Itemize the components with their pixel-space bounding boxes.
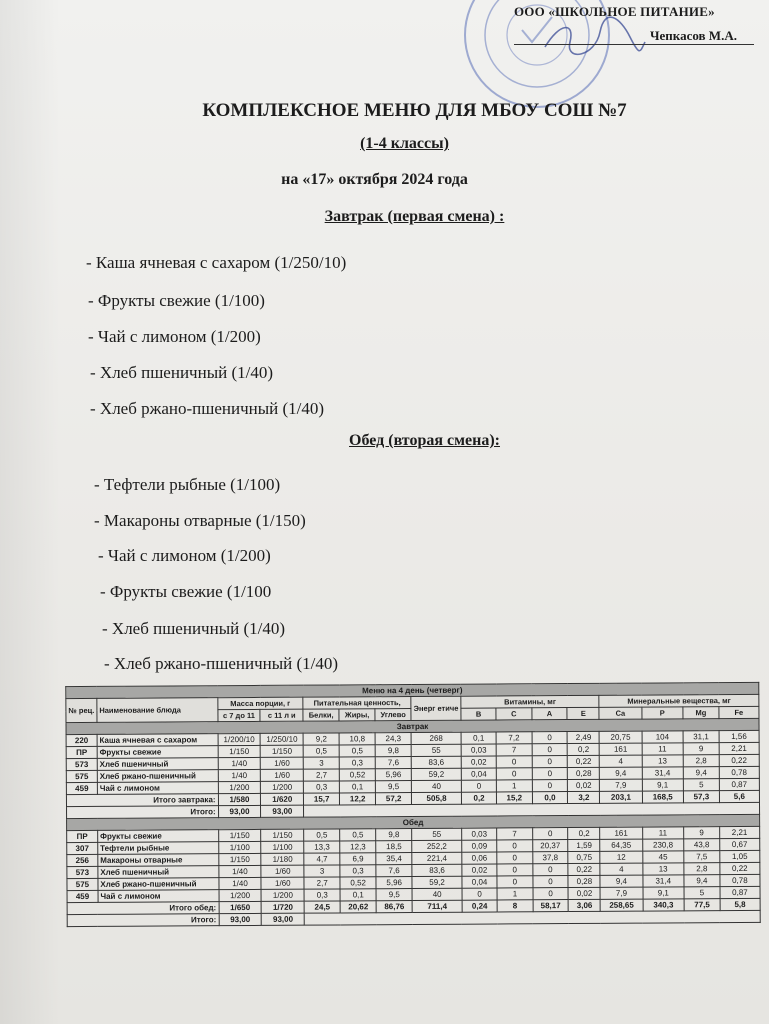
lunch-heading: Обед (вторая смена):: [349, 432, 500, 449]
table-cell: 55: [411, 744, 461, 756]
table-cell: 0: [497, 768, 532, 780]
table-cell: 0: [497, 852, 532, 864]
table-cell: 0: [462, 888, 497, 900]
table-cell: 0: [533, 888, 569, 900]
table-cell: 0: [532, 768, 568, 780]
dish-name: Фрукты свежие: [97, 746, 218, 759]
total-cell: 12,2: [340, 793, 376, 805]
table-cell: 1/60: [261, 757, 304, 769]
breakfast-heading: Завтрак (первая смена) :: [324, 208, 505, 225]
table-cell: 0,5: [304, 829, 340, 841]
table-cell: 161: [600, 827, 642, 839]
table-cell: 9,4: [684, 875, 720, 887]
table-cell: 161: [600, 743, 642, 755]
table-cell: 0,1: [340, 889, 376, 901]
table-cell: 83,6: [411, 756, 461, 768]
table-cell: 1/200/10: [218, 733, 261, 745]
col-subheader: Жиры,: [339, 709, 375, 721]
table-cell: 40: [412, 780, 462, 792]
table-cell: 1/60: [261, 865, 304, 877]
total-cell: 57,2: [376, 793, 412, 805]
table-cell: 0: [532, 876, 568, 888]
table-cell: 9,4: [600, 767, 642, 779]
table-cell: 0,87: [719, 778, 759, 790]
table-cell: 59,2: [412, 876, 462, 888]
table-cell: 0,3: [304, 781, 340, 793]
table-cell: 0,87: [720, 886, 760, 898]
total-cell: 57,3: [683, 791, 719, 803]
col-header-no: № рец.: [66, 698, 97, 722]
table-cell: 9: [684, 827, 720, 839]
recipe-number: 575: [66, 770, 97, 782]
lunch-item: - Чай с лимоном (1/200): [98, 546, 271, 565]
dish-name: Каша ячневая с сахаром: [97, 734, 218, 747]
itogo-label: Итого:: [67, 914, 219, 927]
col-subheader: Углево: [375, 709, 411, 721]
total-cell: 15,7: [304, 793, 340, 805]
table-cell: 0,2: [568, 827, 600, 839]
total-label: Итого обед:: [67, 902, 219, 915]
col-header-name: Наименование блюда: [97, 698, 218, 723]
table-cell: 59,2: [412, 768, 462, 780]
table-cell: 0: [497, 864, 532, 876]
recipe-number: 459: [67, 890, 98, 902]
table-cell: 0: [532, 756, 568, 768]
table-cell: 0,78: [720, 874, 760, 886]
table-cell: 7,2: [496, 732, 531, 744]
nutrition-table: [65, 682, 760, 927]
table-cell: 3: [304, 865, 340, 877]
table-cell: 0,5: [340, 829, 376, 841]
table-cell: 0,02: [568, 887, 600, 899]
total-cell: 168,5: [642, 791, 684, 803]
col-header-nutrition: Питательная ценность,: [303, 697, 411, 710]
table-cell: 1/150: [261, 745, 304, 757]
grades-subtitle: (1-4 классы): [360, 135, 449, 152]
col-subheader: A: [531, 708, 567, 720]
table-cell: 37,8: [532, 852, 568, 864]
col-subheader: Ca: [599, 707, 641, 719]
empty-cell: [304, 910, 760, 925]
table-cell: 1/40: [218, 769, 261, 781]
table-cell: 1: [497, 780, 532, 792]
table-cell: 31,4: [642, 875, 684, 887]
table-cell: 0,67: [720, 838, 760, 850]
table-cell: 0,06: [462, 852, 497, 864]
table-cell: 0,02: [568, 779, 600, 791]
table-cell: 1/200: [218, 781, 261, 793]
dish-name: Хлеб ржано-пшеничный: [98, 878, 219, 891]
table-caption: Меню на 4 день (четверг): [66, 682, 759, 698]
total-cell: 58,17: [533, 900, 569, 912]
dish-name: Фрукты свежие: [98, 830, 219, 843]
table-cell: 1: [497, 888, 532, 900]
table-cell: 1/150: [218, 829, 261, 841]
table-cell: 2,8: [683, 755, 719, 767]
col-subheader: C: [496, 708, 531, 720]
total-cell: 1/650: [219, 901, 262, 913]
table-cell: 4: [600, 863, 642, 875]
table-cell: 1/150: [261, 829, 304, 841]
table-cell: 0,02: [461, 756, 496, 768]
col-subheader: Mg: [683, 707, 719, 719]
recipe-number: 573: [67, 866, 98, 878]
table-cell: 0,04: [462, 876, 497, 888]
table-cell: 1/40: [218, 757, 261, 769]
lunch-band-label: Обед: [67, 814, 760, 830]
table-cell: 0,3: [339, 757, 375, 769]
table-cell: 0,78: [719, 766, 759, 778]
table-cell: 5,96: [375, 769, 411, 781]
total-cell: 77,5: [684, 899, 720, 911]
total-cell: 711,4: [412, 900, 462, 912]
table-cell: 0,09: [462, 840, 497, 852]
dish-name: Хлеб пшеничный: [97, 758, 218, 771]
table-cell: 1/100: [218, 841, 261, 853]
lunch-item: - Фрукты свежие (1/100: [100, 582, 272, 601]
table-cell: 12,3: [340, 841, 376, 853]
total-cell: 258,65: [600, 899, 642, 911]
table-cell: 3: [303, 757, 339, 769]
table-cell: 2,49: [568, 731, 600, 743]
breakfast-item: - Каша ячневая с сахаром (1/250/10): [86, 253, 347, 272]
table-cell: 1/180: [261, 853, 304, 865]
table-cell: 0: [496, 756, 531, 768]
total-cell: 0,2: [461, 792, 496, 804]
table-cell: 0: [497, 876, 532, 888]
table-cell: 7,9: [600, 779, 642, 791]
total-label: Итого завтрака:: [66, 794, 218, 807]
recipe-number: ПР: [66, 746, 97, 758]
table-cell: 11: [642, 743, 684, 755]
table-cell: 0: [461, 780, 496, 792]
table-cell: 11: [642, 827, 684, 839]
table-cell: 1/200: [261, 889, 304, 901]
signer-name: Чепкасов М.А.: [650, 28, 737, 43]
table-cell: 13: [642, 755, 684, 767]
table-cell: 7,9: [600, 887, 642, 899]
table-cell: 4: [600, 755, 642, 767]
col-subheader: P: [641, 707, 683, 719]
total-cell: 3,2: [568, 791, 600, 803]
table-cell: 5,96: [376, 877, 412, 889]
table-cell: 1/250/10: [261, 733, 304, 745]
table-cell: 0: [497, 840, 532, 852]
lunch-item: - Хлеб пшеничный (1/40): [102, 619, 286, 638]
col-subheader: с 11 л и: [260, 709, 303, 721]
col-subheader: Fe: [719, 706, 759, 718]
table-cell: 9,1: [643, 887, 685, 899]
dish-name: Тефтели рыбные: [98, 842, 219, 855]
table-cell: 83,6: [412, 864, 462, 876]
table-cell: 7,6: [376, 865, 412, 877]
total-cell: 1/580: [218, 793, 261, 805]
lunch-item: - Хлеб ржано-пшеничный (1/40): [104, 654, 339, 673]
table-cell: 2,7: [304, 769, 340, 781]
table-cell: 0: [532, 828, 568, 840]
table-cell: 0,22: [568, 755, 600, 767]
table-cell: 35,4: [376, 853, 412, 865]
organization-name: ООО «ШКОЛЬНОЕ ПИТАНИЕ»: [514, 4, 715, 19]
total-cell: 505,8: [412, 792, 462, 804]
table-cell: 20,75: [599, 731, 641, 743]
col-subheader: с 7 до 11: [217, 709, 260, 721]
table-cell: 4,7: [304, 853, 340, 865]
table-cell: 43,8: [684, 839, 720, 851]
col-subheader: E: [567, 707, 599, 719]
table-cell: 9,2: [303, 733, 339, 745]
table-cell: 9,1: [642, 779, 684, 791]
table-cell: 0,28: [568, 875, 600, 887]
recipe-number: 307: [67, 842, 98, 854]
col-subheader: Белки,: [303, 709, 339, 721]
total-cell: 5,6: [719, 790, 759, 802]
col-header-vitamins: Витамины, мг: [461, 695, 600, 708]
table-cell: 0,03: [461, 744, 496, 756]
table-cell: 9,8: [375, 745, 411, 757]
table-cell: 0,03: [462, 828, 497, 840]
table-cell: 0,1: [461, 732, 496, 744]
table-cell: 0: [532, 744, 568, 756]
itogo-price: 93,00: [261, 805, 304, 817]
col-header-mass: Масса порции, г: [217, 697, 303, 710]
total-cell: 1/620: [261, 793, 304, 805]
table-cell: 0,1: [340, 781, 376, 793]
table-cell: 9,4: [683, 767, 719, 779]
table-cell: 1/200: [219, 889, 262, 901]
table-cell: 31,4: [642, 767, 684, 779]
signature-line: [514, 44, 754, 45]
table-cell: 64,35: [600, 839, 642, 851]
table-cell: 1/60: [261, 769, 304, 781]
table-cell: 0,28: [568, 767, 600, 779]
total-cell: 1/720: [262, 901, 305, 913]
table-cell: 1/200: [261, 781, 304, 793]
table-cell: 268: [411, 732, 461, 744]
breakfast-band-label: Завтрак: [66, 718, 759, 734]
table-cell: 1/40: [219, 877, 262, 889]
breakfast-item: - Хлеб пшеничный (1/40): [90, 363, 274, 382]
table-cell: 1/100: [261, 841, 304, 853]
table-cell: 0,52: [340, 877, 376, 889]
table-cell: 31,1: [683, 731, 719, 743]
table-cell: 0,2: [568, 743, 600, 755]
total-cell: 20,62: [340, 901, 376, 913]
itogo-price: 93,00: [218, 805, 261, 817]
table-cell: 0,04: [461, 768, 496, 780]
table-cell: 1,56: [719, 730, 759, 742]
dish-name: Макароны отварные: [98, 854, 219, 867]
table-cell: 9,5: [376, 889, 412, 901]
table-cell: 9,8: [376, 829, 412, 841]
table-cell: 9: [683, 743, 719, 755]
table-cell: 0,22: [568, 863, 600, 875]
table-cell: 1,59: [568, 839, 600, 851]
total-cell: 15,2: [497, 792, 532, 804]
lunch-item: - Тефтели рыбные (1/100): [94, 475, 281, 494]
table-cell: 13,3: [304, 841, 340, 853]
table-cell: 1,05: [720, 850, 760, 862]
dish-name: Чай с лимоном: [97, 782, 218, 795]
table-cell: 0,3: [340, 865, 376, 877]
table-cell: 0,5: [339, 745, 375, 757]
document-title: КОМПЛЕКСНОЕ МЕНЮ ДЛЯ МБОУ СОШ №7: [202, 100, 627, 121]
table-cell: 24,3: [375, 733, 411, 745]
table-cell: 0,22: [720, 862, 760, 874]
table-cell: 1/150: [218, 745, 261, 757]
table-cell: 55: [412, 828, 462, 840]
table-cell: 18,5: [376, 841, 412, 853]
recipe-number: 220: [66, 734, 97, 746]
table-cell: 0,52: [340, 769, 376, 781]
table-cell: 0: [532, 732, 568, 744]
table-cell: 1/40: [218, 865, 261, 877]
itogo-price: 93,00: [262, 913, 305, 925]
menu-date: на «17» октября 2024 года: [281, 171, 468, 188]
table-cell: 7: [496, 744, 531, 756]
table-cell: 2,21: [719, 826, 759, 838]
total-cell: 340,3: [643, 899, 685, 911]
total-cell: 3,06: [569, 899, 601, 911]
table-cell: 7,5: [684, 851, 720, 863]
table-cell: 45: [642, 851, 684, 863]
table-cell: 1/60: [261, 877, 304, 889]
table-cell: 7: [497, 828, 532, 840]
table-cell: 230,8: [642, 839, 684, 851]
lunch-item: - Макароны отварные (1/150): [94, 511, 306, 530]
dish-name: Хлеб пшеничный: [98, 866, 219, 879]
dish-name: Чай с лимоном: [98, 890, 219, 903]
table-cell: 12: [600, 851, 642, 863]
table-cell: 10,8: [339, 733, 375, 745]
table-cell: 0,5: [303, 745, 339, 757]
recipe-number: 256: [67, 854, 98, 866]
table-cell: 7,6: [375, 757, 411, 769]
recipe-number: 459: [66, 782, 97, 794]
table-cell: 2,8: [684, 863, 720, 875]
total-cell: 86,76: [376, 901, 412, 913]
itogo-label: Итого:: [67, 806, 219, 819]
dish-name: Хлеб ржано-пшеничный: [97, 770, 218, 783]
table-cell: 2,7: [304, 877, 340, 889]
table-cell: 6,9: [340, 853, 376, 865]
table-cell: 0: [532, 780, 568, 792]
col-subheader: B: [461, 708, 496, 720]
table-cell: 0,75: [568, 851, 600, 863]
table-cell: 0,22: [719, 754, 759, 766]
col-header-minerals: Минеральные вещества, мг: [599, 694, 759, 707]
total-cell: 0,24: [462, 900, 497, 912]
table-cell: 252,2: [412, 840, 462, 852]
table-cell: 20,37: [532, 840, 568, 852]
table-cell: 1/150: [218, 853, 261, 865]
recipe-number: ПР: [67, 830, 98, 842]
page-shadow: [0, 0, 60, 1024]
total-cell: 24,5: [304, 901, 340, 913]
breakfast-item: - Хлеб ржано-пшеничный (1/40): [90, 399, 325, 418]
total-cell: 8: [497, 900, 532, 912]
table-cell: 0,02: [462, 864, 497, 876]
table-cell: 5: [684, 887, 720, 899]
table-cell: 40: [412, 888, 462, 900]
itogo-price: 93,00: [219, 913, 262, 925]
table-cell: 13: [642, 863, 684, 875]
total-cell: 0,0: [532, 792, 568, 804]
recipe-number: 575: [67, 878, 98, 890]
table-cell: 0: [532, 864, 568, 876]
table-cell: 5: [683, 779, 719, 791]
total-cell: 203,1: [600, 791, 642, 803]
table-cell: 9,5: [376, 781, 412, 793]
breakfast-item: - Фрукты свежие (1/100): [88, 291, 265, 310]
table-cell: 0,3: [304, 889, 340, 901]
breakfast-item: - Чай с лимоном (1/200): [88, 327, 261, 346]
col-header-energy: Энерг етиче: [411, 696, 461, 720]
table-cell: 2,21: [719, 742, 759, 754]
total-cell: 5,8: [720, 898, 760, 910]
recipe-number: 573: [66, 758, 97, 770]
table-cell: 104: [642, 731, 684, 743]
table-cell: 221,4: [412, 852, 462, 864]
table-cell: 9,4: [600, 875, 642, 887]
